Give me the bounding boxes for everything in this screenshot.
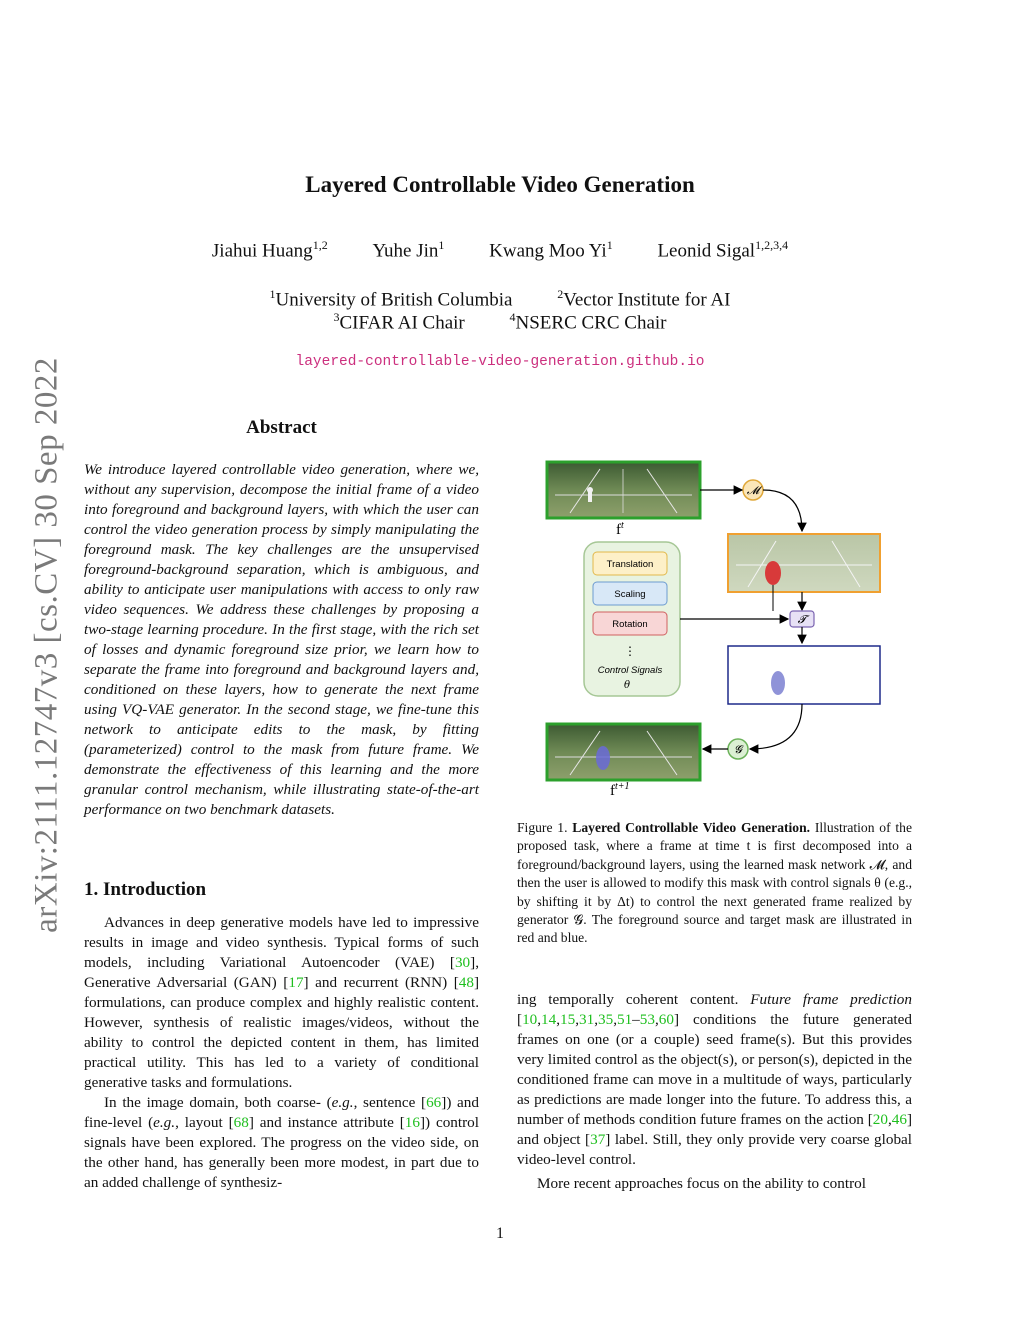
- citation-link[interactable]: 37: [590, 1131, 606, 1148]
- arrow: [750, 704, 802, 749]
- abstract-text: We introduce layered controllable video generation, where we, without any supervision, decompose the initial frame of a video into foreground and background layers, with which the user can control the video generation process by simply manipulating the foreground mask. The key challenges are the unsupervised foreground-background separation, which is ambiguous, and ability to anticipate user manipulations with access to only raw video sequences. We address these challenges by proposing a two-stage learning procedure. In the first stage, with the rich set of losses and dynamic foreground size prior, we learn how to separate the frame into foreground and background layers and, conditioned on these layers, how to generate the next frame using VQ-VAE generator. In the second stage, we fine-tune this network to anticipate edits to the mask, by fitting (parameterized) control to the mask from future frame. We demonstrate the effectiveness of this learning and the more granular control mechanism, while illustrating state-of-the-art performance on two benchmark datasets.: [84, 461, 479, 818]
- author: Jiahui Huang$^{1,2}$: [211, 238, 328, 262]
- pipeline-diagram: [540, 455, 890, 805]
- figure-1-diagram: [540, 455, 890, 805]
- affiliation: $^2$Vector Institute for AI: [557, 287, 731, 311]
- frame-t-label: $f^t$: [616, 520, 624, 538]
- affiliation: $^3$CIFAR AI Chair: [333, 310, 465, 334]
- citation-link[interactable]: 66: [426, 1094, 442, 1111]
- abstract-heading: Abstract: [246, 417, 317, 438]
- citation-link[interactable]: 68: [233, 1114, 249, 1131]
- citation-link[interactable]: 60: [658, 1011, 674, 1028]
- frame-t1-label: $f^{t+1}$: [610, 781, 630, 799]
- citation-link[interactable]: 15: [560, 1011, 576, 1028]
- generator-symbol: 𝓖: [734, 743, 742, 756]
- figure-1-caption: Figure 1. Layered Controllable Video Generation. Illustration of the proposed task, where a frame at time t is first decomposed into a foreground/background layers, using the learned mask network 𝓜, and then the user is allowed to modify this mask with control signals θ (e.g., by shifting it by Δt) to control the next generated frame realized by generator 𝓖. The foreground source and target mask are illustrated in red and blue.: [517, 820, 913, 946]
- affiliation: $^4$NSERC CRC Chair: [509, 310, 667, 334]
- citation-link[interactable]: 20: [872, 1111, 888, 1128]
- rotation-label: Rotation: [612, 619, 648, 630]
- paragraph: In the image domain, both coarse- (e.g., sentence [66]) and fine-level (e.g., layout [68] and instance attribute [16]) control signals have been explored. The progress on the video side, on the other hand, has generally been more modest, in part due to an added challenge of synthesiz-: [84, 1094, 479, 1191]
- arrow: [763, 490, 802, 531]
- affiliations-line-1: [0, 287, 1000, 311]
- citation-link[interactable]: 16: [404, 1114, 420, 1131]
- target-mask-blob: [771, 671, 785, 695]
- author: Kwang Moo Yi$^1$: [489, 238, 613, 262]
- transform-symbol: 𝓣: [797, 613, 807, 626]
- mask-network-symbol: 𝓜: [746, 484, 760, 497]
- more-controls-dots: ⋮: [624, 644, 636, 658]
- citation-link[interactable]: 53: [639, 1011, 655, 1028]
- citation-link[interactable]: 17: [288, 974, 304, 991]
- input-frame-image: [547, 462, 700, 518]
- section-heading-introduction: 1. Introduction: [84, 879, 207, 900]
- citation-link[interactable]: 14: [541, 1011, 557, 1028]
- paper-title: Layered Controllable Video Generation: [305, 172, 695, 197]
- paragraph: ing temporally coherent content. Future frame prediction [10,14,15,31,35,51–53,60] conditions the future generated frames on one (or a couple) seed frame(s). But this provides very limited control as the object(s), or person(s), depicted in the conditioned frame can move in a multitude of ways, particularly as predictions are made longer into the future. To address this, a number of methods condition future frames on the action [20,46] and object [37] label. Still, they only provide very coarse global video-level control.: [517, 991, 912, 1168]
- author: Yuhe Jin$^1$: [372, 238, 445, 262]
- paragraph: More recent approaches focus on the ability to control: [537, 1175, 866, 1192]
- output-frame-image: [547, 724, 700, 780]
- author-list: [0, 238, 1000, 262]
- page-number: 1: [496, 1225, 504, 1242]
- citation-link[interactable]: 10: [522, 1011, 538, 1028]
- citation-link[interactable]: 30: [454, 954, 471, 971]
- paragraph: Advances in deep generative models have led to impressive results in image and video synthesis. Typical forms of such models, including Variational Autoencoder (VAE) [30], Generative Adversarial (GAN) [17] and recurrent (RNN) [48] formulations, can produce complex and highly realistic content. However, synthesis of realistic images/videos, without the ability to control the depicted content in them, has limited practical utility. This has led to a variety of conditional generative tasks and formulations.: [84, 914, 479, 1091]
- right-column-body: [517, 990, 912, 1194]
- target-mask-image: [728, 646, 880, 704]
- theta-label: θ: [623, 680, 631, 691]
- citation-link[interactable]: 51: [616, 1011, 633, 1028]
- affiliations-line-2: [0, 310, 1000, 334]
- translation-label: Translation: [606, 559, 654, 570]
- citation-link[interactable]: 31: [579, 1011, 595, 1028]
- arxiv-id-text: arXiv:2111.12747v3 [cs.CV] 30 Sep 2022: [28, 357, 65, 933]
- affiliation: $^1$University of British Columbia: [269, 287, 513, 311]
- scaling-label: Scaling: [614, 589, 646, 600]
- masked-frame-image: [728, 534, 880, 592]
- citation-link[interactable]: 46: [891, 1111, 907, 1128]
- control-signals-label: Control Signals: [597, 665, 663, 676]
- arxiv-identifier: [0, 0, 90, 1325]
- citation-link[interactable]: 35: [598, 1011, 614, 1028]
- left-column-body: [84, 913, 479, 1193]
- citation-link[interactable]: 48: [458, 974, 474, 991]
- project-url-link[interactable]: layered-controllable-video-generation.github.io: [295, 354, 705, 370]
- author: Leonid Sigal$^{1,2,3,4}$: [657, 238, 789, 262]
